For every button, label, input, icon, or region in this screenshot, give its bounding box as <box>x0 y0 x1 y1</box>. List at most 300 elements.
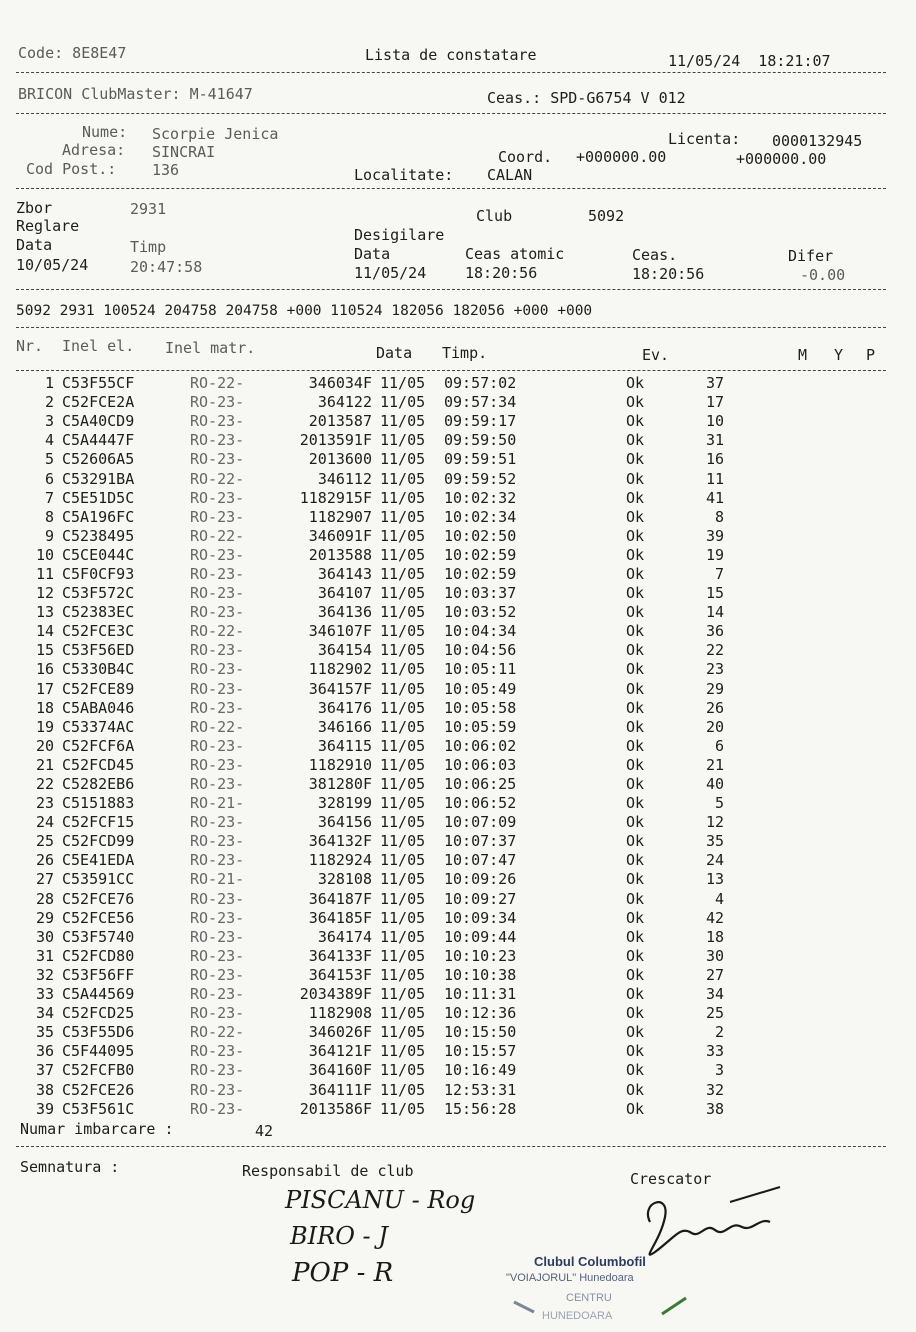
atomic-clock-label: Ceas atomic <box>465 245 565 263</box>
event-status: Ok <box>625 1004 644 1023</box>
ring-number: 1182907 <box>308 507 372 526</box>
arrival-time: 09:59:52 <box>444 469 517 488</box>
row-number: 29 <box>35 908 54 927</box>
event-status: Ok <box>625 908 644 927</box>
event-status: Ok <box>625 526 644 545</box>
ring-prefix: RO-23- <box>190 755 245 774</box>
electronic-ring: C52606A5 <box>62 450 135 469</box>
arrival-time: 10:06:03 <box>444 755 517 774</box>
event-status: Ok <box>625 622 644 641</box>
ring-prefix: RO-23- <box>190 450 245 469</box>
bird-index: 35 <box>705 832 724 851</box>
license-label: Licenta: <box>668 130 741 148</box>
ring-prefix: RO-23- <box>190 660 245 679</box>
row-number: 13 <box>35 603 54 622</box>
reg-timp-label: Timp <box>130 238 167 256</box>
event-status: Ok <box>625 564 644 583</box>
row-number: 17 <box>35 679 54 698</box>
arrival-date: 11/05 <box>380 1099 426 1118</box>
electronic-ring: C53F56ED <box>62 641 135 660</box>
ring-number: 2013588 <box>308 545 372 564</box>
bird-index: 22 <box>705 641 724 660</box>
event-status: Ok <box>625 431 644 450</box>
arrival-time: 10:02:59 <box>444 545 517 564</box>
electronic-ring: C5CE044C <box>62 545 135 564</box>
row-number: 33 <box>35 985 54 1004</box>
ring-prefix: RO-23- <box>190 679 245 698</box>
arrival-date: 11/05 <box>380 755 426 774</box>
divider <box>16 1146 886 1147</box>
electronic-ring: C52FCE89 <box>62 679 135 698</box>
ring-prefix: RO-23- <box>190 985 245 1004</box>
arrival-date: 11/05 <box>380 1042 426 1061</box>
arrival-time: 10:02:34 <box>444 507 517 526</box>
row-number: 1 <box>44 374 54 393</box>
address-label: Adresa: <box>62 141 126 159</box>
electronic-ring: C5A4447F <box>62 431 135 450</box>
stamp-line-4: HUNEDOARA <box>542 1310 613 1322</box>
bird-index: 21 <box>705 755 724 774</box>
row-number: 39 <box>35 1099 54 1118</box>
arrival-date: 11/05 <box>380 545 426 564</box>
ring-number: 364187F <box>308 889 372 908</box>
electronic-ring: C52FCE76 <box>62 889 135 908</box>
electronic-ring: C53591CC <box>62 870 135 889</box>
arrival-date: 11/05 <box>380 985 426 1004</box>
event-status: Ok <box>625 927 644 946</box>
difer-value: -0.00 <box>800 266 846 284</box>
electronic-ring: C52FCE56 <box>62 908 135 927</box>
club-label: Club <box>476 207 513 225</box>
row-number: 32 <box>35 965 54 984</box>
arrival-date: 11/05 <box>380 507 426 526</box>
event-status: Ok <box>625 717 644 736</box>
arrival-time: 10:05:49 <box>444 679 517 698</box>
col-nr: Nr. <box>16 337 44 355</box>
arrival-date: 11/05 <box>380 641 426 660</box>
arrival-date: 11/05 <box>380 584 426 603</box>
table-row <box>30 985 724 1004</box>
ring-prefix: RO-23- <box>190 832 245 851</box>
ring-prefix: RO-23- <box>190 584 245 603</box>
col-timp: Timp. <box>442 344 488 362</box>
event-status: Ok <box>625 393 644 412</box>
electronic-ring: C5A40CD9 <box>62 412 135 431</box>
electronic-ring: C52FCE2A <box>62 393 135 412</box>
arrival-date: 11/05 <box>380 412 426 431</box>
ring-prefix: RO-22- <box>190 622 245 641</box>
ring-number: 364132F <box>308 832 372 851</box>
arrival-time: 09:59:50 <box>444 431 517 450</box>
handwritten-name-2: BIRO - J <box>290 1222 388 1250</box>
ring-prefix: RO-23- <box>190 1004 245 1023</box>
semnatura-label: Semnatura : <box>20 1158 120 1176</box>
event-status: Ok <box>625 965 644 984</box>
ring-prefix: RO-23- <box>190 813 245 832</box>
bird-index: 32 <box>705 1080 724 1099</box>
bird-index: 19 <box>705 545 724 564</box>
arrival-date: 11/05 <box>380 889 426 908</box>
bird-index: 5 <box>714 794 724 813</box>
bird-index: 27 <box>705 965 724 984</box>
event-status: Ok <box>625 641 644 660</box>
locality-value: CALAN <box>487 166 533 184</box>
arrival-time: 12:53:31 <box>444 1080 517 1099</box>
event-status: Ok <box>625 660 644 679</box>
row-number: 38 <box>35 1080 54 1099</box>
ring-number: 364121F <box>308 1042 372 1061</box>
crescator-label: Crescator <box>630 1170 712 1188</box>
ring-number: 364115 <box>317 736 372 755</box>
arrival-time: 09:57:34 <box>444 393 517 412</box>
numar-imbarcare-label: Numar imbarcare : <box>20 1120 174 1138</box>
ring-number: 364122 <box>317 393 372 412</box>
table-row <box>30 489 724 508</box>
zbor-label: Zbor <box>16 199 53 217</box>
table-row <box>30 1004 724 1023</box>
pen-mark-icon <box>660 1296 690 1316</box>
ring-prefix: RO-21- <box>190 794 245 813</box>
arrival-date: 11/05 <box>380 775 426 794</box>
table-row <box>30 565 724 584</box>
row-number: 37 <box>35 1061 54 1080</box>
table-row <box>30 870 724 889</box>
ring-number: 346034F <box>308 374 372 393</box>
electronic-ring: C5F44095 <box>62 1042 135 1061</box>
electronic-ring: C52FCD25 <box>62 1004 135 1023</box>
electronic-ring: C52FCFB0 <box>62 1061 135 1080</box>
arrival-time: 10:07:47 <box>444 851 517 870</box>
arrival-time: 10:02:50 <box>444 526 517 545</box>
row-number: 2 <box>44 393 54 412</box>
ring-number: 346091F <box>308 526 372 545</box>
arrival-time: 10:11:31 <box>444 985 517 1004</box>
electronic-ring: C5E51D5C <box>62 488 135 507</box>
reglare-label: Reglare <box>16 217 80 235</box>
table-row <box>30 851 724 870</box>
coord-label: Coord. <box>498 148 553 166</box>
handwritten-name-3: POP - R <box>292 1258 394 1288</box>
electronic-ring: C5ABA046 <box>62 698 135 717</box>
table-row <box>30 775 724 794</box>
arrival-time: 10:12:36 <box>444 1004 517 1023</box>
event-status: Ok <box>625 1042 644 1061</box>
event-status: Ok <box>625 832 644 851</box>
atomic-time: 18:20:56 <box>465 264 538 282</box>
numar-imbarcare-value: 42 <box>255 1122 274 1140</box>
electronic-ring: C52FCD45 <box>62 755 135 774</box>
bird-index: 40 <box>705 775 724 794</box>
event-status: Ok <box>625 1080 644 1099</box>
table-row <box>30 374 724 393</box>
clock-id: Ceas.: SPD-G6754 V 012 <box>487 89 686 107</box>
table-row <box>30 641 724 660</box>
ring-prefix: RO-23- <box>190 736 245 755</box>
row-number: 20 <box>35 736 54 755</box>
arrival-date: 11/05 <box>380 794 426 813</box>
col-inel-el: Inel el. <box>62 337 135 355</box>
ring-number: 364107 <box>317 584 372 603</box>
coord-value-2: +000000.00 <box>736 150 827 168</box>
arrival-time: 10:15:57 <box>444 1042 517 1061</box>
arrival-time: 10:02:32 <box>444 488 517 507</box>
event-status: Ok <box>625 450 644 469</box>
arrival-date: 11/05 <box>380 1004 426 1023</box>
event-status: Ok <box>625 584 644 603</box>
table-row <box>30 947 724 966</box>
bird-index: 42 <box>705 908 724 927</box>
stamp-mark-icon <box>512 1298 538 1316</box>
arrival-time: 09:59:51 <box>444 450 517 469</box>
arrival-date: 11/05 <box>380 965 426 984</box>
bird-index: 17 <box>705 393 724 412</box>
reg-data-label: Data <box>16 236 53 254</box>
row-number: 35 <box>35 1023 54 1042</box>
stamp-line-1: Clubul Columbofil <box>534 1254 646 1269</box>
row-number: 4 <box>44 431 54 450</box>
electronic-ring: C52383EC <box>62 603 135 622</box>
arrival-date: 11/05 <box>380 564 426 583</box>
coord-value-1: +000000.00 <box>576 148 667 166</box>
bird-index: 4 <box>714 889 724 908</box>
table-row <box>30 393 724 412</box>
bird-index: 13 <box>705 870 724 889</box>
electronic-ring: C5F0CF93 <box>62 564 135 583</box>
arrival-time: 10:07:37 <box>444 832 517 851</box>
event-status: Ok <box>625 698 644 717</box>
bird-index: 12 <box>705 813 724 832</box>
divider <box>16 72 886 73</box>
ring-number: 364136 <box>317 603 372 622</box>
arrival-date: 11/05 <box>380 431 426 450</box>
event-status: Ok <box>625 1061 644 1080</box>
table-row <box>30 737 724 756</box>
arrival-time: 10:06:02 <box>444 736 517 755</box>
bird-index: 30 <box>705 946 724 965</box>
bird-index: 37 <box>705 374 724 393</box>
ring-number: 2013586F <box>299 1099 372 1118</box>
event-status: Ok <box>625 755 644 774</box>
arrival-time: 10:04:34 <box>444 622 517 641</box>
print-datetime: 11/05/24 18:21:07 <box>668 52 831 70</box>
table-row <box>30 527 724 546</box>
bird-index: 39 <box>705 526 724 545</box>
arrival-date: 11/05 <box>380 946 426 965</box>
event-status: Ok <box>625 412 644 431</box>
arrival-date: 11/05 <box>380 908 426 927</box>
ring-number: 346026F <box>308 1023 372 1042</box>
ceas-time: 18:20:56 <box>632 265 705 283</box>
responsabil-label: Responsabil de club <box>242 1162 414 1180</box>
license-value: 0000132945 <box>772 132 863 150</box>
row-number: 30 <box>35 927 54 946</box>
ring-prefix: RO-23- <box>190 603 245 622</box>
ring-prefix: RO-23- <box>190 488 245 507</box>
electronic-ring: C5151883 <box>62 794 135 813</box>
document-title: Lista de constatare <box>365 46 537 64</box>
divider <box>16 370 886 371</box>
event-status: Ok <box>625 736 644 755</box>
event-status: Ok <box>625 679 644 698</box>
zbor-value: 2931 <box>130 200 167 218</box>
ring-prefix: RO-23- <box>190 507 245 526</box>
row-number: 11 <box>35 564 54 583</box>
table-row <box>30 1100 724 1119</box>
stamp-line-2: "VOIAJORUL" Hunedoara <box>506 1272 634 1284</box>
ring-number: 1182908 <box>308 1004 372 1023</box>
arrival-date: 11/05 <box>380 870 426 889</box>
arrival-date: 11/05 <box>380 698 426 717</box>
ring-prefix: RO-23- <box>190 412 245 431</box>
table-row <box>30 794 724 813</box>
event-status: Ok <box>625 507 644 526</box>
ring-prefix: RO-22- <box>190 526 245 545</box>
desigilare-label: Desigilare <box>354 226 445 244</box>
row-number: 34 <box>35 1004 54 1023</box>
postcode-value: 136 <box>152 161 180 179</box>
electronic-ring: C53F55D6 <box>62 1023 135 1042</box>
bird-index: 15 <box>705 584 724 603</box>
ring-number: 1182902 <box>308 660 372 679</box>
arrival-date: 11/05 <box>380 469 426 488</box>
row-number: 3 <box>44 412 54 431</box>
ring-prefix: RO-23- <box>190 851 245 870</box>
table-row <box>30 680 724 699</box>
arrival-time: 10:05:59 <box>444 717 517 736</box>
row-number: 16 <box>35 660 54 679</box>
ring-number: 381280F <box>308 775 372 794</box>
arrival-date: 11/05 <box>380 660 426 679</box>
row-number: 6 <box>44 469 54 488</box>
ring-number: 328199 <box>317 794 372 813</box>
table-row <box>30 890 724 909</box>
reg-time: 20:47:58 <box>130 258 203 276</box>
ring-number: 364154 <box>317 641 372 660</box>
row-number: 25 <box>35 832 54 851</box>
bird-index: 3 <box>714 1061 724 1080</box>
bird-index: 16 <box>705 450 724 469</box>
arrival-time: 10:07:09 <box>444 813 517 832</box>
arrival-date: 11/05 <box>380 393 426 412</box>
event-status: Ok <box>625 889 644 908</box>
bird-index: 20 <box>705 717 724 736</box>
ring-prefix: RO-23- <box>190 775 245 794</box>
electronic-ring: C5E41EDA <box>62 851 135 870</box>
bird-index: 6 <box>714 736 724 755</box>
table-row <box>30 603 724 622</box>
electronic-ring: C53F55CF <box>62 374 135 393</box>
electronic-ring: C5330B4C <box>62 660 135 679</box>
col-data: Data <box>376 344 413 362</box>
difer-label: Difer <box>788 247 834 265</box>
row-number: 7 <box>44 488 54 507</box>
table-row <box>30 966 724 985</box>
table-row <box>30 1080 724 1099</box>
arrival-time: 10:09:34 <box>444 908 517 927</box>
arrival-date: 11/05 <box>380 374 426 393</box>
divider <box>16 327 886 328</box>
bird-index: 7 <box>714 564 724 583</box>
arrival-time: 10:02:59 <box>444 564 517 583</box>
arrival-date: 11/05 <box>380 1023 426 1042</box>
locality-label: Localitate: <box>354 166 454 184</box>
des-data-label: Data <box>354 245 391 263</box>
event-status: Ok <box>625 946 644 965</box>
divider <box>16 188 886 189</box>
table-row <box>30 469 724 488</box>
electronic-ring: C53F572C <box>62 584 135 603</box>
row-number: 9 <box>44 526 54 545</box>
ring-number: 364156 <box>317 813 372 832</box>
arrival-time: 10:06:52 <box>444 794 517 813</box>
arrival-time: 10:09:27 <box>444 889 517 908</box>
ring-number: 2013587 <box>308 412 372 431</box>
col-inel-matr: Inel matr. <box>165 339 256 357</box>
table-row <box>30 508 724 527</box>
name-label: Nume: <box>82 123 128 141</box>
bird-index: 33 <box>705 1042 724 1061</box>
ring-prefix: RO-23- <box>190 393 245 412</box>
ring-number: 346107F <box>308 622 372 641</box>
row-number: 31 <box>35 946 54 965</box>
event-status: Ok <box>625 775 644 794</box>
ring-prefix: RO-23- <box>190 965 245 984</box>
electronic-ring: C53F561C <box>62 1099 135 1118</box>
arrival-date: 11/05 <box>380 488 426 507</box>
ring-number: 2013591F <box>299 431 372 450</box>
arrival-time: 10:06:25 <box>444 775 517 794</box>
electronic-ring: C53374AC <box>62 717 135 736</box>
bird-index: 11 <box>705 469 724 488</box>
arrival-time: 10:03:37 <box>444 584 517 603</box>
electronic-ring: C5A196FC <box>62 507 135 526</box>
ring-prefix: RO-23- <box>190 564 245 583</box>
event-status: Ok <box>625 488 644 507</box>
arrival-date: 11/05 <box>380 736 426 755</box>
electronic-ring: C53291BA <box>62 469 135 488</box>
ring-prefix: RO-23- <box>190 1080 245 1099</box>
ring-number: 364157F <box>308 679 372 698</box>
electronic-ring: C52FCE26 <box>62 1080 135 1099</box>
ring-number: 364174 <box>317 927 372 946</box>
ring-prefix: RO-23- <box>190 1042 245 1061</box>
table-row <box>30 584 724 603</box>
ring-prefix: RO-22- <box>190 717 245 736</box>
table-row <box>30 832 724 851</box>
arrival-date: 11/05 <box>380 526 426 545</box>
col-m: M <box>798 346 808 364</box>
arrival-date: 11/05 <box>380 450 426 469</box>
table-row <box>30 699 724 718</box>
table-row <box>30 450 724 469</box>
arrival-time: 09:57:02 <box>444 374 517 393</box>
row-number: 18 <box>35 698 54 717</box>
ring-number: 2034389F <box>299 985 372 1004</box>
row-number: 8 <box>44 507 54 526</box>
bird-index: 26 <box>705 698 724 717</box>
ring-prefix: RO-21- <box>190 870 245 889</box>
bird-index: 36 <box>705 622 724 641</box>
bird-index: 8 <box>714 507 724 526</box>
ring-prefix: RO-23- <box>190 431 245 450</box>
arrival-date: 11/05 <box>380 927 426 946</box>
row-number: 19 <box>35 717 54 736</box>
ring-prefix: RO-23- <box>190 1099 245 1118</box>
table-row <box>30 1061 724 1080</box>
arrival-time: 10:09:26 <box>444 870 517 889</box>
ring-number: 328108 <box>317 870 372 889</box>
owner-name: Scorpie Jenica <box>152 125 279 143</box>
